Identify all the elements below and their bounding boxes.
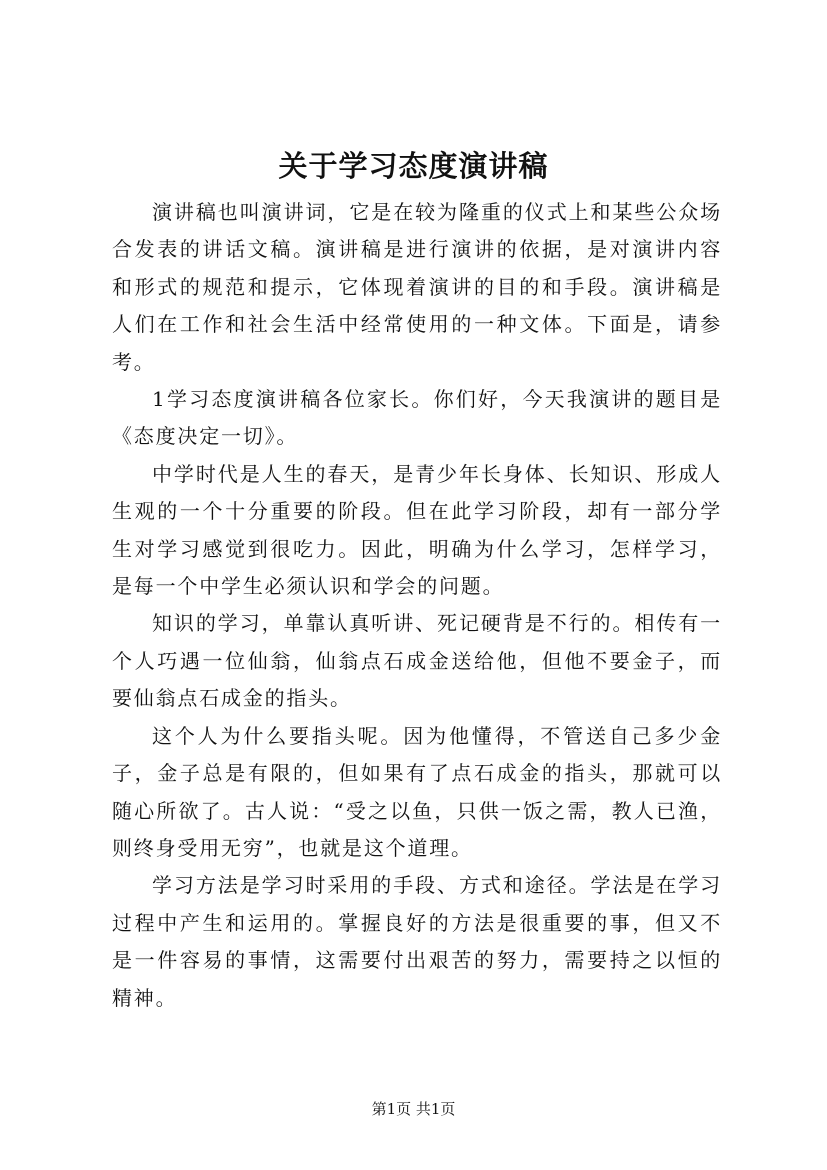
page-number-footer: 第1页 共1页: [371, 1100, 456, 1118]
paragraph-greeting: 1学习态度演讲稿各位家长。你们好，今天我演讲的题目是《态度决定一切》。: [112, 387, 722, 449]
document-body: [112, 194, 722, 1017]
paragraph-finger-story: 这个人为什么要指头呢。因为他懂得，不管送自己多少金子，金子总是有限的，但如果有了点石成金的指头，那就可以随心所欲了。古人说：“受之以鱼，只供一饭之需，教人已渔，则终身受用无穷”，也就是这个道理。: [112, 723, 722, 860]
paragraph-middle-school: 中学时代是人生的春天，是青少年长身体、长知识、形成人生观的一个十分重要的阶段。但在此学习阶段，却有一部分学生对学习感觉到很吃力。因此，明确为什么学习，怎样学习，是每一个中学生必须认识和学会的问题。: [112, 461, 722, 599]
paragraph-intro: 演讲稿也叫演讲词，它是在较为隆重的仪式上和某些公众场合发表的讲话文稿。演讲稿是进行演讲的依据，是对演讲内容和形式的规范和提示，它体现着演讲的目的和手段。演讲稿是人们在工作和社会生活中经常使用的一种文体。下面是，请参考。: [112, 200, 722, 374]
paragraph-knowledge: 知识的学习，单靠认真听讲、死记硬背是不行的。相传有一个人巧遇一位仙翁，仙翁点石成金送给他，但他不要金子，而要仙翁点石成金的指头。: [112, 611, 722, 711]
document-title: 关于学习态度演讲稿: [278, 149, 549, 183]
paragraph-study-method: 学习方法是学习时采用的手段、方式和途径。学法是在学习过程中产生和运用的。掌握良好的方法是很重要的事，但又不是一件容易的事情，这需要付出艰苦的努力，需要持之以恒的精神。: [112, 873, 722, 1010]
